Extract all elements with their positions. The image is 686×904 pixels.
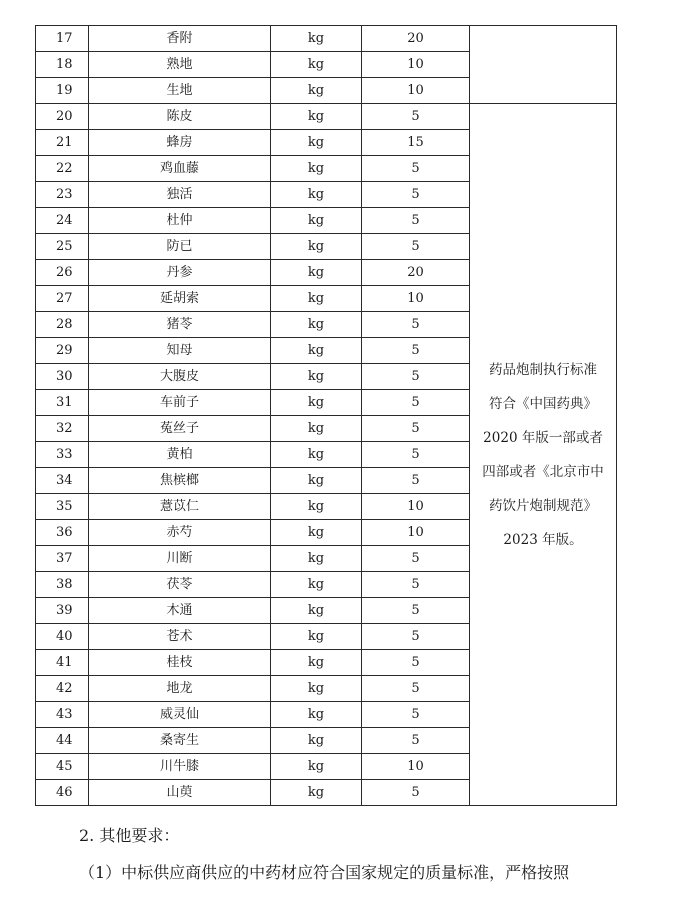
quantity-cell: 5: [362, 234, 470, 260]
unit-cell: kg: [271, 676, 362, 702]
herb-name: 车前子: [89, 390, 271, 416]
row-number: 36: [36, 520, 89, 546]
remark-cell-empty: [470, 26, 617, 104]
quantity-cell: 10: [362, 520, 470, 546]
herb-name: 防已: [89, 234, 271, 260]
herb-name: 威灵仙: [89, 702, 271, 728]
herb-name: 鸡血藤: [89, 156, 271, 182]
quantity-cell: 5: [362, 650, 470, 676]
herb-name: 薏苡仁: [89, 494, 271, 520]
row-number: 42: [36, 676, 89, 702]
unit-cell: kg: [271, 442, 362, 468]
quantity-cell: 5: [362, 468, 470, 494]
quantity-cell: 5: [362, 104, 470, 130]
unit-cell: kg: [271, 286, 362, 312]
herb-name: 山萸: [89, 780, 271, 806]
unit-cell: kg: [271, 494, 362, 520]
herb-name: 地龙: [89, 676, 271, 702]
quantity-cell: 10: [362, 52, 470, 78]
processing-standard-note: [470, 104, 617, 806]
herb-name: 川牛膝: [89, 754, 271, 780]
quantity-cell: 20: [362, 260, 470, 286]
quantity-cell: 5: [362, 676, 470, 702]
herb-name: 杜仲: [89, 208, 271, 234]
quantity-cell: 5: [362, 780, 470, 806]
row-number: 19: [36, 78, 89, 104]
quantity-cell: 5: [362, 702, 470, 728]
note-line: 符合《中国药典》: [489, 395, 597, 412]
unit-cell: kg: [271, 260, 362, 286]
herb-name: 茯苓: [89, 572, 271, 598]
note-line: 2023 年版。: [503, 531, 583, 548]
herb-name: 延胡索: [89, 286, 271, 312]
unit-cell: kg: [271, 572, 362, 598]
row-number: 46: [36, 780, 89, 806]
unit-cell: kg: [271, 546, 362, 572]
quantity-cell: 10: [362, 286, 470, 312]
row-number: 18: [36, 52, 89, 78]
row-number: 34: [36, 468, 89, 494]
unit-cell: kg: [271, 208, 362, 234]
row-number: 26: [36, 260, 89, 286]
herb-name: 大腹皮: [89, 364, 271, 390]
row-number: 27: [36, 286, 89, 312]
unit-cell: kg: [271, 702, 362, 728]
herb-name: 蜂房: [89, 130, 271, 156]
quantity-cell: 5: [362, 364, 470, 390]
note-line: 2020 年版一部或者: [483, 429, 603, 446]
row-number: 37: [36, 546, 89, 572]
row-number: 39: [36, 598, 89, 624]
herb-table-body: [36, 26, 617, 806]
quantity-cell: 5: [362, 728, 470, 754]
herb-name: 猪苓: [89, 312, 271, 338]
unit-cell: kg: [271, 780, 362, 806]
row-number: 17: [36, 26, 89, 52]
unit-cell: kg: [271, 52, 362, 78]
row-number: 33: [36, 442, 89, 468]
herb-name: 川断: [89, 546, 271, 572]
row-number: 41: [36, 650, 89, 676]
herb-name: 桂枝: [89, 650, 271, 676]
unit-cell: kg: [271, 182, 362, 208]
herb-name: 苍术: [89, 624, 271, 650]
row-number: 29: [36, 338, 89, 364]
quantity-cell: 5: [362, 156, 470, 182]
herb-name: 熟地: [89, 52, 271, 78]
quantity-cell: 5: [362, 312, 470, 338]
row-number: 25: [36, 234, 89, 260]
row-number: 31: [36, 390, 89, 416]
herb-name: 赤芍: [89, 520, 271, 546]
row-number: 21: [36, 130, 89, 156]
unit-cell: kg: [271, 312, 362, 338]
herb-name: 独活: [89, 182, 271, 208]
quantity-cell: 5: [362, 546, 470, 572]
quantity-cell: 5: [362, 624, 470, 650]
section-heading: 2. 其他要求：: [79, 826, 180, 845]
quantity-cell: 10: [362, 78, 470, 104]
herb-name: 黄柏: [89, 442, 271, 468]
unit-cell: kg: [271, 754, 362, 780]
herb-name: 焦槟榔: [89, 468, 271, 494]
herb-name: 丹参: [89, 260, 271, 286]
herb-name: 知母: [89, 338, 271, 364]
unit-cell: kg: [271, 234, 362, 260]
herb-name: 香附: [89, 26, 271, 52]
herb-table: [35, 25, 617, 806]
row-number: 32: [36, 416, 89, 442]
herb-name: 桑寄生: [89, 728, 271, 754]
unit-cell: kg: [271, 416, 362, 442]
herb-name: 木通: [89, 598, 271, 624]
table-row: [36, 104, 617, 130]
quantity-cell: 10: [362, 494, 470, 520]
quantity-cell: 5: [362, 182, 470, 208]
unit-cell: kg: [271, 338, 362, 364]
herb-name: 菟丝子: [89, 416, 271, 442]
row-number: 22: [36, 156, 89, 182]
unit-cell: kg: [271, 728, 362, 754]
unit-cell: kg: [271, 104, 362, 130]
note-line: 药饮片炮制规范》: [489, 497, 597, 514]
note-line: 四部或者《北京市中: [482, 463, 604, 480]
table-row: [36, 26, 617, 52]
row-number: 23: [36, 182, 89, 208]
unit-cell: kg: [271, 624, 362, 650]
unit-cell: kg: [271, 390, 362, 416]
unit-cell: kg: [271, 468, 362, 494]
row-number: 44: [36, 728, 89, 754]
quantity-cell: 5: [362, 390, 470, 416]
unit-cell: kg: [271, 26, 362, 52]
quantity-cell: 5: [362, 572, 470, 598]
row-number: 28: [36, 312, 89, 338]
row-number: 20: [36, 104, 89, 130]
quantity-cell: 10: [362, 754, 470, 780]
note-line: 药品炮制执行标准: [489, 361, 597, 378]
row-number: 35: [36, 494, 89, 520]
quantity-cell: 5: [362, 416, 470, 442]
quantity-cell: 20: [362, 26, 470, 52]
quantity-cell: 5: [362, 598, 470, 624]
herb-name: 陈皮: [89, 104, 271, 130]
unit-cell: kg: [271, 520, 362, 546]
row-number: 43: [36, 702, 89, 728]
unit-cell: kg: [271, 130, 362, 156]
unit-cell: kg: [271, 598, 362, 624]
quantity-cell: 5: [362, 208, 470, 234]
row-number: 45: [36, 754, 89, 780]
unit-cell: kg: [271, 156, 362, 182]
row-number: 40: [36, 624, 89, 650]
quantity-cell: 15: [362, 130, 470, 156]
unit-cell: kg: [271, 364, 362, 390]
unit-cell: kg: [271, 650, 362, 676]
herb-name: 生地: [89, 78, 271, 104]
quantity-cell: 5: [362, 338, 470, 364]
row-number: 24: [36, 208, 89, 234]
row-number: 30: [36, 364, 89, 390]
requirement-paragraph: （1）中标供应商供应的中药材应符合国家规定的质量标准，严格按照: [79, 863, 570, 882]
unit-cell: kg: [271, 78, 362, 104]
row-number: 38: [36, 572, 89, 598]
quantity-cell: 5: [362, 442, 470, 468]
